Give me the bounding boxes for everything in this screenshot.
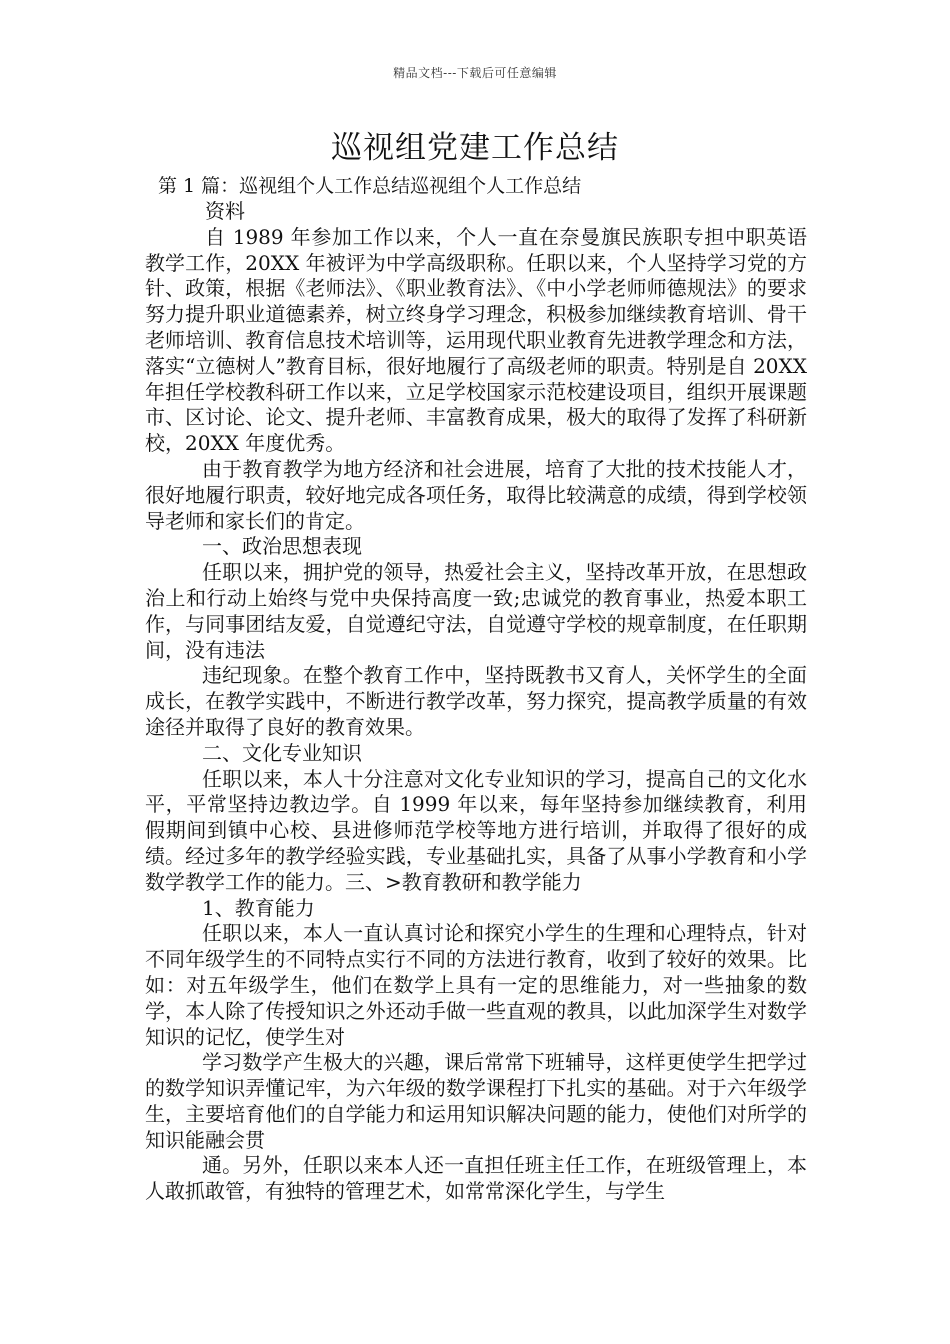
- document-body: [145, 199, 807, 1205]
- body-paragraph: 由于教育教学为地方经济和社会进展，培育了大批的技术技能人才，很好地履行职责，较好地完成各项任务，取得比较满意的成绩，得到学校领导老师和家长们的肯定。: [145, 456, 807, 533]
- page-header-note: 精品文档---下载后可任意编辑: [393, 66, 557, 80]
- document-subtitle: 第 1 篇：巡视组个人工作总结巡视组个人工作总结: [158, 175, 582, 197]
- section-heading: 二、文化专业知识: [202, 740, 362, 765]
- body-paragraph: 任职以来，本人十分注意对文化专业知识的学习，提高自己的文化水平，平常坚持边教边学。自 1999 年以来，每年坚持参加继续教育，利用假期间到镇中心校、县进修师范学校等地方进行培训，并取得了很好的成绩。经过多年的教学经验实践，专业基础扎实，具备了从事小学教育和小学数学教学工作的能力。三、>教育教研和教学能力: [145, 766, 807, 894]
- body-paragraph: 通。另外，任职以来本人还一直担任班主任工作，在班级管理上，本人敢抓敢管，有独特的管理艺术，如常常深化学生，与学生: [145, 1153, 807, 1204]
- subsection-heading: 1、教育能力: [202, 895, 315, 920]
- body-paragraph: 自 1989 年参加工作以来，个人一直在奈曼旗民族职专担中职英语教学工作，20XX 年被评为中学高级职称。任职以来，个人坚持学习党的方针、政策，根据《老师法》、《职业教育法》、《中小学老师师德规法》的要求努力提升职业道德素养，树立终身学习理念，积极参加继续教育培训、骨干老师培训、教育信息技术培训等，运用现代职业教育先进教学理念和方法，落实“立德树人”教育目标，很好地履行了高级老师的职责。特别是自 20XX 年担任学校教科研工作以来，立足学校国家示范校建设项目，组织开展课题市、区讨论、论文、提升老师、丰富教育成果，极大的取得了发挥了科研新校，20XX 年度优秀。: [145, 224, 807, 456]
- body-paragraph: 任职以来，本人一直认真讨论和探究小学生的生理和心理特点，针对不同年级学生的不同特点实行不同的方法进行教育，收到了较好的效果。比如：对五年级学生，他们在数学上具有一定的思维能力，对一些抽象的数学，本人除了传授知识之外还动手做一些直观的教具，以此加深学生对数学知识的记忆，使学生对: [145, 921, 807, 1049]
- body-paragraph: 任职以来，拥护党的领导，热爱社会主义，坚持改革开放，在思想政治上和行动上始终与党中央保持高度一致;忠诚党的教育事业，热爱本职工作，与同事团结友爱，自觉遵纪守法，自觉遵守学校的规章制度，在任职期间，没有违法: [145, 560, 807, 662]
- section-heading: 一、政治思想表现: [202, 534, 362, 559]
- document-title: 巡视组党建工作总结: [331, 130, 619, 166]
- body-paragraph: 学习数学产生极大的兴趣，课后常常下班辅导，这样更使学生把学过的数学知识弄懂记牢，为六年级的数学课程打下扎实的基础。对于六年级学生，主要培育他们的自学能力和运用知识解决问题的能力，使他们对所学的知识能融会贯: [145, 1050, 807, 1152]
- body-paragraph: 违纪现象。在整个教育工作中，坚持既教书又育人，关怀学生的全面成长，在教学实践中，不断进行教学改革，努力探究，提高教学质量的有效途径并取得了良好的教育效果。: [145, 663, 807, 739]
- body-paragraph: 资料: [205, 199, 245, 223]
